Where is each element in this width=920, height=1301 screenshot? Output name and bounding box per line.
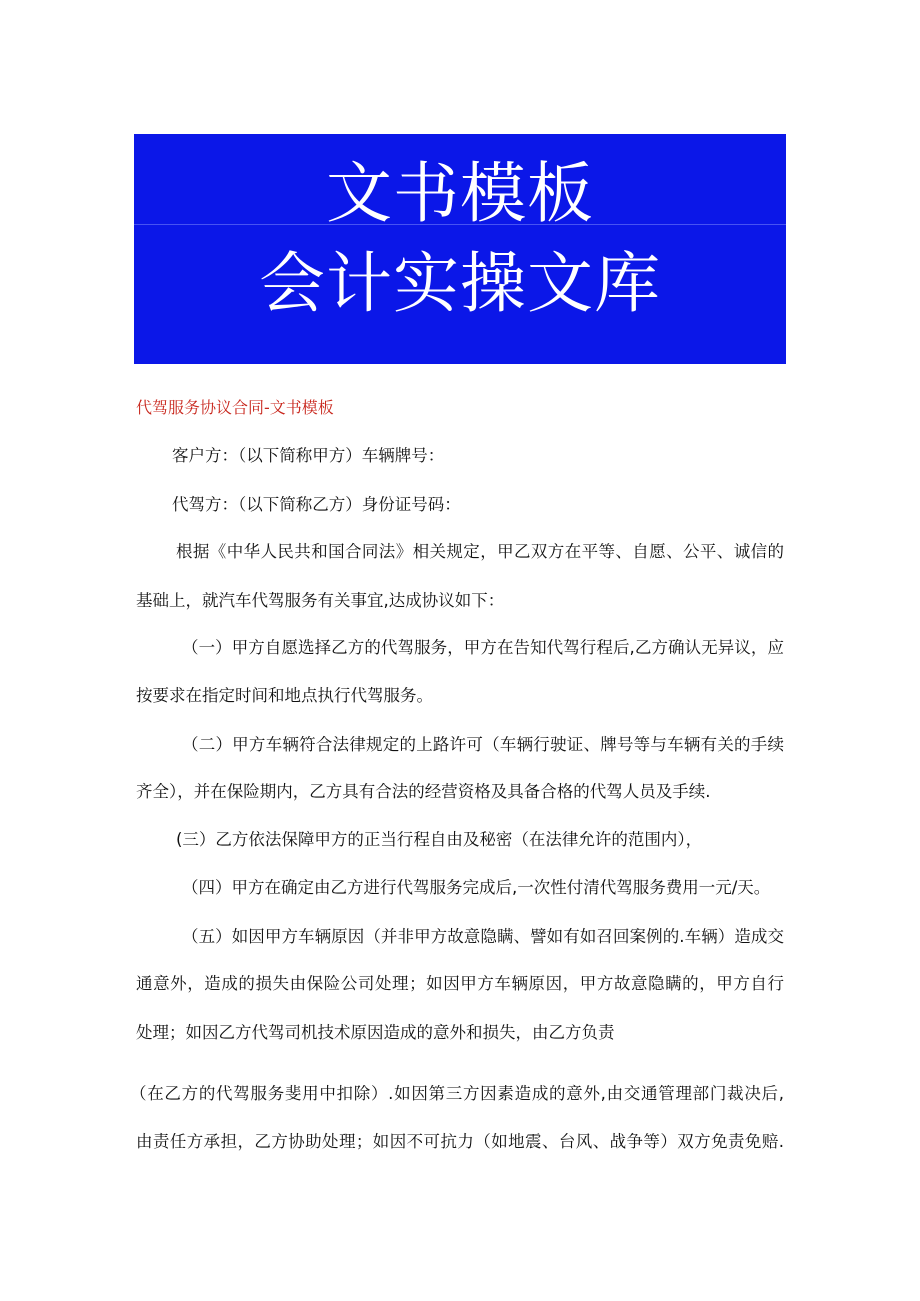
banner-subtitle: 会计实操文库 (259, 245, 661, 322)
clause-5-line-5: 由责任方承担，乙方协助处理；如因不可抗力（如地震、台风、战争等）双方免责免赔. (136, 1132, 784, 1151)
clause-5-line-4: （在乙方的代驾服务斐用中扣除）.如因第三方因素造成的意外,由交通管理部门裁决后, (130, 1084, 784, 1103)
document-title: 代驾服务协议合同-文书模板 (136, 398, 334, 417)
banner-title: 文书模板 (326, 155, 594, 232)
client-party-line: 客户方：（以下简称甲方）车辆牌号： (172, 446, 445, 465)
clause-1-line-1: （一）甲方自愿选择乙方的代驾服务，甲方在告知代驾行程后,乙方确认无异议，应 (182, 638, 784, 657)
clause-1-line-2: 按要求在指定时间和地点执行代驾服务。 (136, 686, 433, 705)
clause-2-line-1: （二）甲方车辆符合法律规定的上路许可（车辆行驶证、牌号等与车辆有关的手续 (182, 735, 784, 754)
clause-5-line-2: 通意外，造成的损失由保险公司处理；如因甲方车辆原因，甲方故意隐瞒的，甲方自行 (136, 974, 784, 993)
driver-party-line: 代驾方：（以下简称乙方）身份证号码： (172, 495, 461, 514)
header-banner (134, 134, 786, 364)
clause-5-line-3: 处理；如因乙方代驾司机技术原因造成的意外和损失，由乙方负责 (136, 1023, 615, 1042)
preamble-line-1: 根据《中华人民共和国合同法》相关规定，甲乙双方在平等、自愿、公平、诚信的 (176, 542, 784, 561)
clause-4-line: （四）甲方在确定由乙方进行代驾服务完成后,一次性付清代驾服务费用一元/天。 (182, 878, 771, 897)
clause-3-line: (三）乙方依法保障甲方的正当行程自由及秘密（在法律允许的范围内）， (176, 830, 703, 849)
preamble-line-2: 基础上，就汽车代驾服务有关事宜,达成协议如下： (136, 591, 505, 610)
clause-2-line-2: 齐全），并在保险期内，乙方具有合法的经营资格及具备合格的代驾人员及手续. (136, 782, 711, 801)
clause-5-line-1: （五）如因甲方车辆原因（并非甲方故意隐瞒、譬如有如召回案例的.车辆）造成交 (182, 927, 784, 946)
